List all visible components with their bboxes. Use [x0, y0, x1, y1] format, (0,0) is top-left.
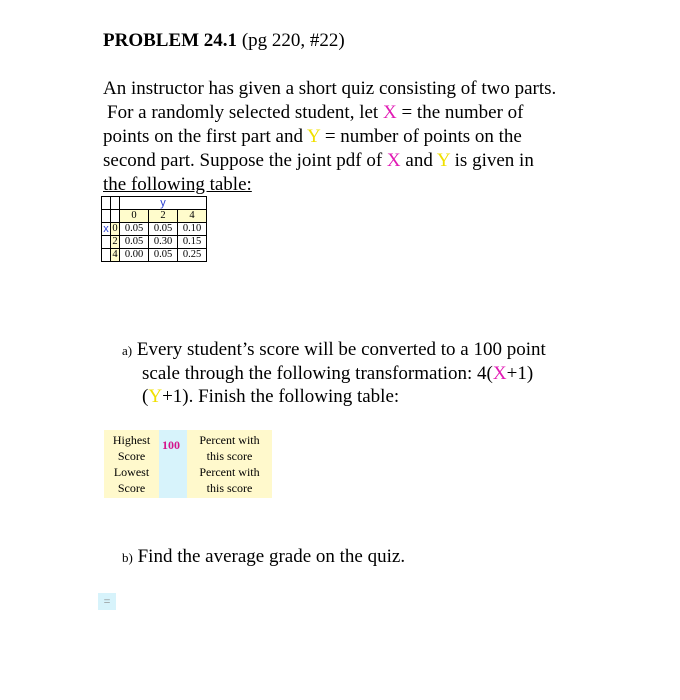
problem-reference: (pg 220, #22) — [237, 30, 345, 51]
percent-label: Percent with — [199, 433, 260, 447]
variable-x: X — [386, 150, 401, 171]
intro-text: For a randomly selected student, let — [107, 102, 383, 123]
answer-input-box[interactable]: = — [98, 593, 116, 610]
x-axis-label: x — [103, 223, 109, 235]
part-b-text: Find the average grade on the quiz. — [132, 546, 406, 567]
highest-score-label: Highest — [112, 433, 151, 447]
y-value-header: 0 — [120, 210, 149, 223]
problem-intro — [103, 77, 603, 197]
table-row — [102, 236, 207, 249]
table-row — [102, 249, 207, 262]
part-b-label: b) — [122, 550, 133, 565]
highest-score-value: 100 — [162, 438, 180, 452]
intro-text: second part. Suppose the joint pdf of — [103, 150, 387, 171]
table-row — [102, 197, 207, 210]
intro-line-2 — [103, 101, 603, 125]
lowest-score-label: Score — [117, 481, 146, 495]
joint-pdf-table — [101, 196, 207, 262]
part-a-text: +1). Finish the following table: — [162, 386, 400, 407]
part-a-text: scale through the following transformation: 4( — [142, 363, 493, 384]
table-cell — [102, 197, 111, 210]
intro-line-3 — [103, 125, 603, 149]
table-cell — [102, 249, 111, 262]
table-cell — [102, 210, 111, 223]
variable-y: Y — [436, 150, 450, 171]
part-b-question — [122, 546, 405, 568]
y-value-header: 2 — [149, 210, 178, 223]
probability-cell: 0.00 — [120, 249, 149, 262]
x-value-header: 0 — [112, 223, 118, 234]
part-a-question — [122, 338, 602, 408]
part-a-text: Every student’s score will be converted to a 100 point — [132, 339, 546, 360]
y-axis-label: y — [120, 197, 207, 210]
probability-cell: 0.05 — [120, 236, 149, 249]
part-a-text: ( — [142, 386, 149, 407]
highest-score-label: Score — [117, 449, 146, 463]
part-a-text: +1) — [506, 363, 534, 384]
percent-label-column — [187, 430, 272, 498]
variable-x: X — [382, 102, 397, 123]
problem-number: PROBLEM 24.1 — [103, 30, 238, 51]
score-label-column — [104, 430, 159, 498]
lowest-score-label: Lowest — [113, 465, 150, 479]
intro-line-1: An instructor has given a short quiz consisting of two parts. — [103, 78, 557, 99]
percent-label: this score — [206, 449, 253, 463]
table-row — [102, 223, 207, 236]
table-cell — [102, 236, 111, 249]
variable-x: X — [492, 363, 507, 384]
probability-cell: 0.25 — [178, 249, 207, 262]
variable-y: Y — [148, 386, 163, 407]
table-cell — [111, 210, 120, 223]
table-cell — [111, 197, 120, 210]
variable-y: Y — [307, 126, 321, 147]
intro-text: = the number of — [396, 102, 524, 123]
probability-cell: 0.05 — [120, 223, 149, 236]
intro-text: and — [400, 150, 437, 171]
probability-cell: 0.30 — [149, 236, 178, 249]
part-a-line-1 — [122, 338, 602, 362]
intro-line-5: the following table: — [103, 174, 252, 195]
table-row — [102, 210, 207, 223]
probability-cell: 0.05 — [149, 249, 178, 262]
percent-label: this score — [206, 481, 253, 495]
score-value-column[interactable] — [159, 430, 187, 498]
intro-text: = number of points on the — [320, 126, 522, 147]
percent-label: Percent with — [199, 465, 260, 479]
score-table — [104, 430, 272, 498]
intro-line-4 — [103, 149, 603, 173]
x-value-header: 4 — [112, 249, 118, 260]
part-a-line-3 — [122, 385, 602, 408]
probability-cell: 0.10 — [178, 223, 207, 236]
probability-cell: 0.15 — [178, 236, 207, 249]
intro-text: points on the first part and — [103, 126, 308, 147]
intro-text: is given in — [449, 150, 534, 171]
problem-title — [103, 30, 345, 52]
part-a-label: a) — [122, 343, 133, 358]
part-a-line-2 — [122, 362, 602, 385]
probability-cell: 0.05 — [149, 223, 178, 236]
y-value-header: 4 — [178, 210, 207, 223]
x-value-header: 2 — [112, 236, 118, 247]
